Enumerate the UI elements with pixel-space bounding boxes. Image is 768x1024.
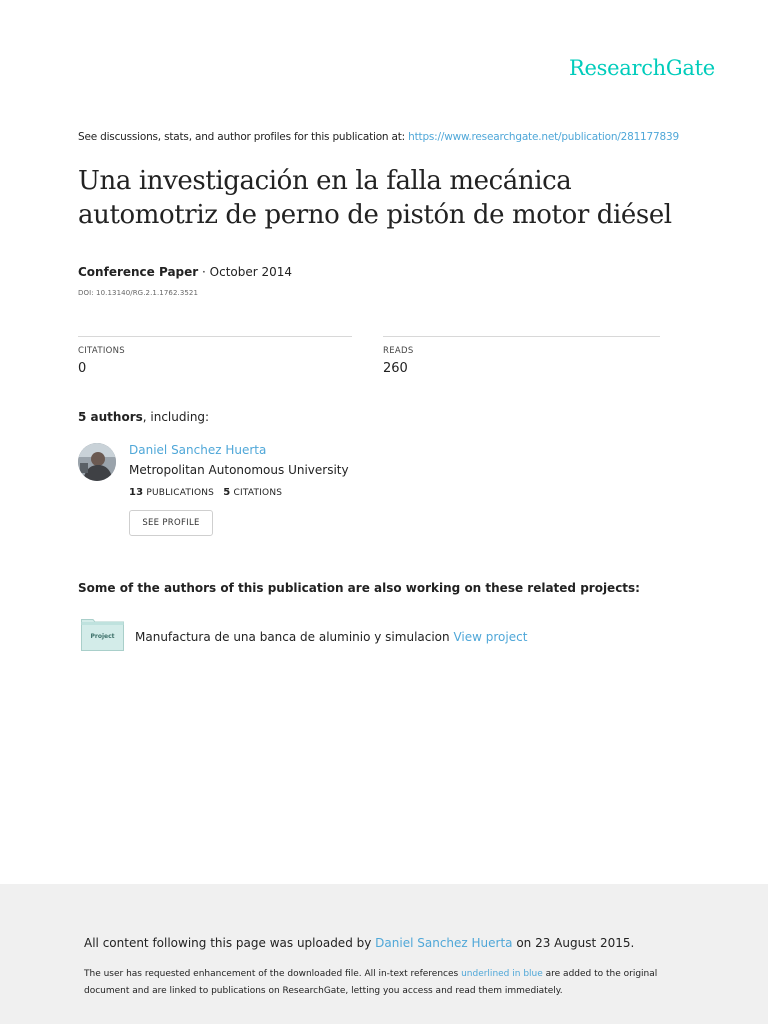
reads-divider bbox=[383, 336, 660, 337]
upload-notice bbox=[84, 936, 634, 950]
publication-title: Una investigación en la falla mecánica automotriz de perno de pistón de motor diésel bbox=[78, 166, 672, 230]
avatar-photo-icon bbox=[78, 443, 116, 481]
see-profile-button[interactable]: SEE PROFILE bbox=[129, 510, 213, 536]
related-projects-heading: Some of the authors of this publication are also working on these related projects: bbox=[78, 581, 640, 595]
project-folder-icon bbox=[81, 618, 124, 651]
note-prefix: The user has requested enhancement of the downloaded file. All in-text references bbox=[84, 969, 462, 979]
author-publications-count: 13 bbox=[129, 487, 144, 498]
publication-url-link[interactable]: https://www.researchgate.net/publication/281177839 bbox=[408, 131, 679, 143]
meta-separator: · bbox=[198, 265, 210, 279]
discussion-text: See discussions, stats, and author profiles for this publication at: bbox=[78, 131, 409, 143]
view-project-link[interactable]: View project bbox=[453, 630, 528, 644]
researchgate-logo[interactable]: ResearchGate bbox=[569, 56, 715, 80]
author-name-link[interactable]: Daniel Sanchez Huerta bbox=[129, 443, 267, 457]
author-avatar[interactable] bbox=[78, 443, 116, 481]
citations-divider bbox=[78, 336, 352, 337]
author-citations-label: CITATIONS bbox=[233, 488, 283, 498]
authors-suffix: , including: bbox=[142, 410, 210, 424]
author-stats bbox=[129, 487, 282, 498]
note-suffix: are added to the original document and are linked to publications on ResearchGate, letting you access and read them immediately. bbox=[84, 969, 658, 996]
citations-value: 0 bbox=[78, 361, 87, 376]
authors-heading bbox=[78, 410, 209, 424]
project-badge-label: Project bbox=[90, 633, 115, 640]
footer-panel bbox=[0, 884, 768, 1024]
citations-label: CITATIONS bbox=[78, 346, 125, 356]
author-institution: Metropolitan Autonomous University bbox=[129, 463, 349, 477]
reads-value: 260 bbox=[383, 361, 408, 376]
author-citations-count: 5 bbox=[223, 487, 231, 498]
doi-text: DOI: 10.13140/RG.2.1.1762.3521 bbox=[78, 289, 199, 297]
discussion-line bbox=[78, 131, 679, 143]
upload-suffix: on 23 August 2015. bbox=[512, 936, 635, 950]
publication-type: Conference Paper bbox=[78, 265, 199, 279]
reads-label: READS bbox=[383, 346, 414, 356]
project-item bbox=[135, 630, 527, 644]
author-publications-label: PUBLICATIONS bbox=[146, 488, 215, 498]
upload-prefix: All content following this page was uploaded by bbox=[84, 936, 376, 950]
enhancement-note bbox=[84, 966, 704, 1000]
publication-date: October 2014 bbox=[209, 265, 293, 279]
project-title: Manufactura de una banca de aluminio y simulacion bbox=[135, 630, 450, 644]
uploader-link[interactable]: Daniel Sanchez Huerta bbox=[375, 936, 513, 950]
note-link-text: underlined in blue bbox=[461, 969, 543, 979]
publication-meta bbox=[78, 265, 292, 279]
authors-count: 5 authors bbox=[78, 410, 143, 424]
